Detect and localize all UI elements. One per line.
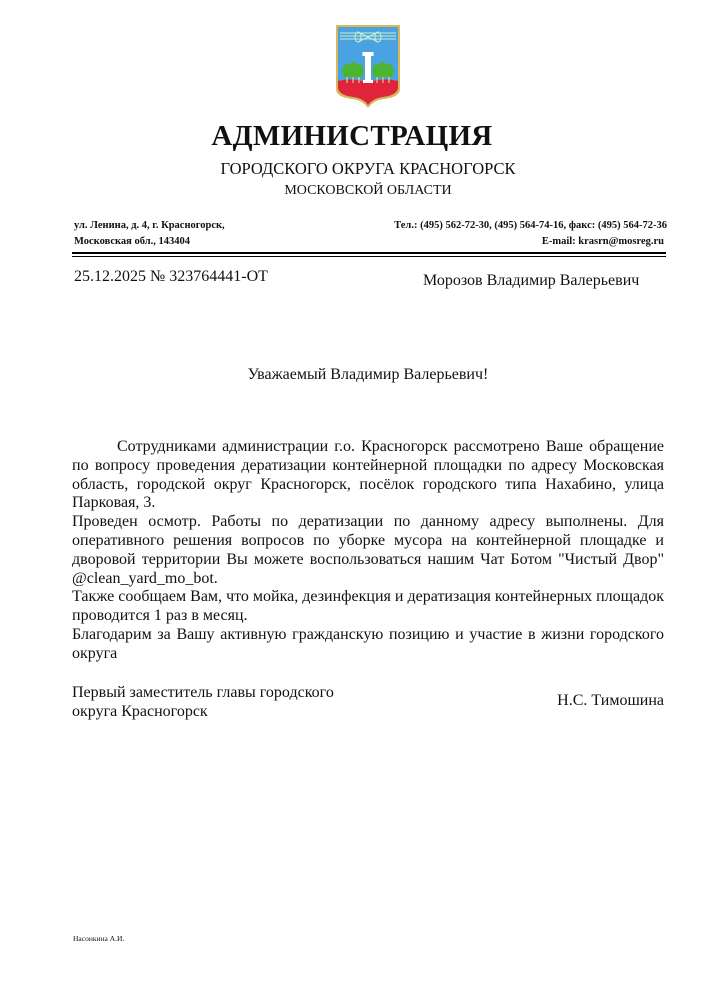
document-date-number: 25.12.2025 № 323764441-ОТ [74,268,268,285]
signer-name: Н.С. Тимошина [557,692,664,709]
organization-subtitle: ГОРОДСКОГО ОКРУГА КРАСНОГОРСК [220,159,516,178]
body-paragraph: Благодарим за Вашу активную гражданскую позицию и участие в жизни городского округа [72,625,664,662]
greeting: Уважаемый Владимир Валерьевич! [247,366,489,383]
header-divider-thick [72,252,666,254]
body-paragraph: Сотрудниками администрации г.о. Красногорск рассмотрено Ваше обращение по вопросу проведения дератизации контейнерной площадки по адресу Московская область, городской округ Красногорск, посёлок городского типа Нахабино, улица Парковая, 3. [72,438,664,512]
recipient-name: Морозов Владимир Валерьевич [423,272,640,289]
coat-of-arms-icon [334,23,402,109]
executor-name: Насонкина А.И. [73,934,125,943]
organization-region: МОСКОВСКОЙ ОБЛАСТИ [284,183,452,198]
body-paragraph: Проведен осмотр. Работы по дератизации по данному адресу выполнены. Для оперативного решения вопросов по уборке мусора на контейнерной площадке и дворовой территории Вы можете воспользоваться нашим Чат Ботом "Чистый Двор" @clean_yard_mo_bot. [72,513,664,587]
organization-title: АДМИНИСТРАЦИЯ [211,120,493,152]
signer-position-line-2: округа Красногорск [72,703,208,720]
letter-body [72,438,664,664]
address-line-1: ул. Ленина, д. 4, г. Красногорск, [74,220,225,231]
header-divider-thin [72,256,666,257]
email-line: E-mail: krasrn@mosreg.ru [541,236,664,247]
signer-position [72,683,334,721]
phone-fax-line: Тел.: (495) 562-72-30, (495) 564-74-16, факс: (495) 564-72-36 [394,220,667,231]
body-paragraph: Также сообщаем Вам, что мойка, дезинфекция и дератизация контейнерных площадок проводится 1 раз в месяц. [72,588,664,625]
signer-position-line-1: Первый заместитель главы городского [72,684,334,701]
address-line-2: Московская обл., 143404 [74,236,190,247]
